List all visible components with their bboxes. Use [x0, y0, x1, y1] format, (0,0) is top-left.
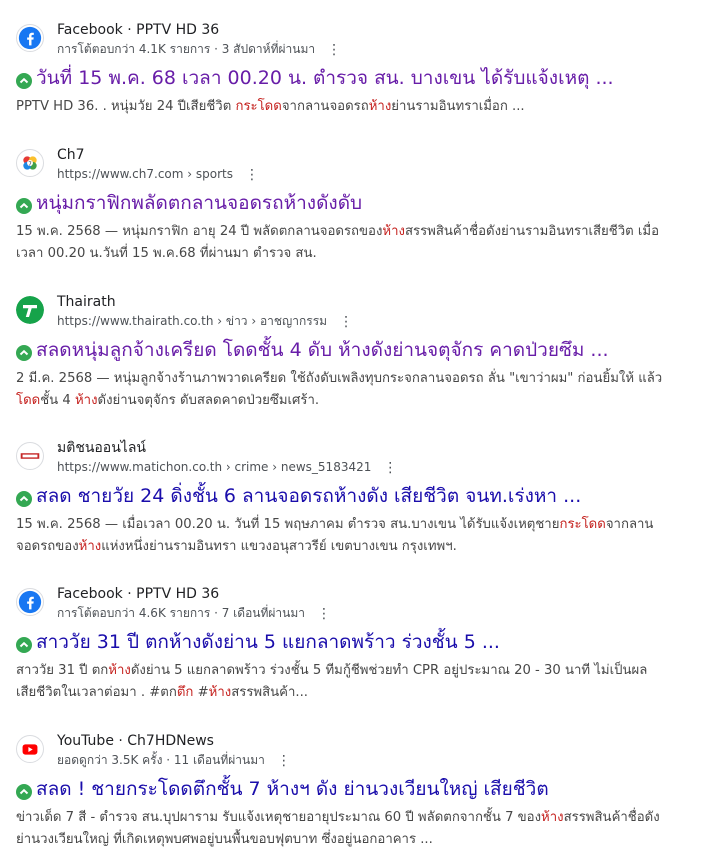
- ch7-icon: [16, 149, 44, 177]
- snippet-text: สรรพสินค้าชื่อดังย่านรามอินทราเสียชีวิต เมื่อเวลา 00.20 น.วันที่ 15 พ.ค.68 ที่ผ่านมา ตำรวจ สน.: [16, 224, 659, 261]
- source-url: [57, 604, 331, 623]
- facebook-icon: [16, 24, 44, 52]
- visited-check-icon: [16, 784, 32, 800]
- snippet-highlight: ตึก: [176, 685, 194, 700]
- source-url-text: ยอดดูกว่า 3.5K ครั้ง · 11 เดือนที่ผ่านมา: [57, 753, 265, 767]
- snippet-text: ดังย่านจตุจักร ดับสลดคาดป่วยซึมเศร้า.: [97, 393, 320, 408]
- snippet-text: ดังย่าน 5 แยกลาดพร้าว ร่วงชั้น 5 ทีมกู้ชีพช่วยทำ CPR อยู่ประมาณ 20 - 30 นาที ไม่เป็นผลเสียชีวิตในเวลาต่อมา . #ตก: [16, 663, 648, 700]
- result-title-link[interactable]: สลด ! ชายกระโดดตึกชั้น 7 ห้างฯ ดัง ย่านวงเวียนใหญ่ เสียชีวิต: [36, 778, 549, 800]
- result-snippet: [16, 96, 666, 118]
- snippet-text: ข่าวเด็ด 7 สี - ตำรวจ สน.บุปผาราม รับแจ้งเหตุชายอายุประมาณ 60 ปี พลัดตกจากชั้น 7 ของ: [16, 810, 542, 825]
- snippet-text: แห่งหนึ่งย่านรามอินทรา แขวงอนุสาวรีย์ เขตบางเขน กรุงเทพฯ.: [101, 539, 457, 554]
- search-result: [16, 20, 716, 118]
- matichon-icon: [16, 442, 44, 470]
- snippet-highlight: โดด: [16, 393, 41, 408]
- result-source[interactable]: [16, 20, 716, 60]
- search-result: [16, 292, 716, 412]
- snippet-highlight: ห้าง: [74, 393, 98, 408]
- source-url-text: https://www.thairath.co.th › ข่าว › อาชญากรรม: [57, 314, 328, 328]
- more-options-icon[interactable]: ⋮: [327, 41, 342, 58]
- result-title-link[interactable]: วันที่ 15 พ.ค. 68 เวลา 00.20 น. ตำรวจ สน. บางเขน ได้รับแจ้งเหตุ ...: [36, 67, 614, 89]
- snippet-text: จากลานจอดรถ: [281, 99, 369, 114]
- snippet-text: 2 มี.ค. 2568 — หนุ่มลูกจ้างร้านภาพวาดเครียด ใช้ถังดับเพลิงทุบกระจกลานจอดรถ ลั่น "เขาว่าผม" ก่อนยิ้มให้ แล้ว: [16, 371, 663, 386]
- more-options-icon[interactable]: ⋮: [383, 459, 398, 476]
- thairath-icon: [16, 296, 44, 324]
- source-name: Thairath: [57, 294, 116, 310]
- youtube-icon: [16, 735, 44, 763]
- source-url-text: https://www.ch7.com › sports: [57, 167, 233, 181]
- snippet-highlight: กระโดด: [559, 517, 606, 532]
- result-snippet: [16, 368, 666, 412]
- snippet-text: 15 พ.ค. 2568 — หนุ่มกราฟิก อายุ 24 ปี พลัดตกลานจอดรถของ: [16, 224, 383, 239]
- snippet-highlight: ห้าง: [108, 663, 131, 678]
- search-result: [16, 145, 716, 265]
- search-result: [16, 438, 716, 558]
- visited-check-icon: [16, 637, 32, 653]
- visited-check-icon: [16, 345, 32, 361]
- snippet-text: #: [193, 685, 209, 700]
- source-name: Ch7: [57, 147, 85, 163]
- source-url: [57, 751, 291, 770]
- facebook-icon: [16, 588, 44, 616]
- result-snippet: [16, 660, 666, 704]
- source-name: YouTube · Ch7HDNews: [57, 733, 214, 749]
- snippet-text: สรรพสินค้า...: [231, 685, 308, 700]
- snippet-text: PPTV HD 36. ￼. หนุ่มวัย 24 ปีเสียชีวิต: [16, 99, 236, 114]
- snippet-highlight: ห้าง: [382, 224, 405, 239]
- snippet-text: ย่านรามอินทราเมื่อก ...: [391, 99, 525, 114]
- snippet-text: จากลานจอดรถของ: [16, 517, 654, 554]
- result-title-link[interactable]: สลดหนุ่มลูกจ้างเครียด โดดชั้น 4 ดับ ห้างดังย่านจตุจักร คาดป่วยซึม ...: [36, 339, 609, 361]
- result-snippet: [16, 807, 666, 851]
- snippet-text: 15 พ.ค. 2568 — เมื่อเวลา 00.20 น. วันที่ 15 พฤษภาคม ตำรวจ สน.บางเขน ได้รับแจ้งเหตุชาย: [16, 517, 560, 532]
- visited-check-icon: [16, 198, 32, 214]
- snippet-highlight: ห้าง: [541, 810, 564, 825]
- source-url-text: การโต้ตอบกว่า 4.6K รายการ · 7 เดือนที่ผ่านมา: [57, 606, 306, 620]
- search-result: [16, 584, 716, 704]
- snippet-highlight: ห้าง: [368, 99, 392, 114]
- result-source[interactable]: [16, 584, 716, 624]
- visited-check-icon: [16, 491, 32, 507]
- snippet-highlight: ห้าง: [78, 539, 102, 554]
- source-name: Facebook · PPTV HD 36: [57, 586, 220, 602]
- source-name: Facebook · PPTV HD 36: [57, 22, 220, 38]
- result-snippet: [16, 221, 666, 265]
- source-url-text: การโต้ตอบกว่า 4.1K รายการ · 3 สัปดาห์ที่ผ่านมา: [57, 42, 316, 56]
- svg-text:7: 7: [28, 161, 32, 168]
- more-options-icon[interactable]: ⋮: [276, 752, 291, 769]
- snippet-highlight: ห้าง: [208, 685, 232, 700]
- result-source[interactable]: [16, 145, 716, 185]
- more-options-icon[interactable]: ⋮: [317, 605, 332, 622]
- more-options-icon[interactable]: ⋮: [339, 313, 354, 330]
- source-url: [57, 312, 353, 331]
- source-url: [57, 40, 341, 59]
- visited-check-icon: [16, 73, 32, 89]
- snippet-text: สาววัย 31 ปี ตก: [16, 663, 109, 678]
- source-url-text: https://www.matichon.co.th › crime › news_5183421: [57, 460, 372, 474]
- result-title-link[interactable]: สาววัย 31 ปี ตกห้างดังย่าน 5 แยกลาดพร้าว ร่วงชั้น 5 ...: [36, 631, 500, 653]
- search-result: [16, 731, 716, 851]
- result-title-link[interactable]: หนุ่มกราฟิกพลัดตกลานจอดรถห้างดังดับ: [36, 192, 363, 214]
- source-name: มติชนออนไลน์: [57, 440, 146, 456]
- result-source[interactable]: [16, 438, 716, 478]
- result-title-link[interactable]: สลด ชายวัย 24 ดิ่งชั้น 6 ลานจอดรถห้างดัง เสียชีวิต จนท.เร่งหา ...: [36, 485, 582, 507]
- snippet-text: สรรพสินค้าชื่อดังย่านวงเวียนใหญ่ ที่เกิดเหตุพบศพอยู่บนพื้นขอบฟุตบาท ซึ่งอยู่นอกอาคาร ...: [16, 810, 660, 847]
- source-url: [57, 165, 259, 184]
- result-snippet: [16, 514, 666, 558]
- more-options-icon[interactable]: ⋮: [244, 166, 259, 183]
- source-url: [57, 458, 397, 477]
- snippet-highlight: กระโดด: [235, 99, 282, 114]
- result-source[interactable]: [16, 731, 716, 771]
- result-source[interactable]: [16, 292, 716, 332]
- snippet-text: ชั้น 4: [40, 393, 75, 408]
